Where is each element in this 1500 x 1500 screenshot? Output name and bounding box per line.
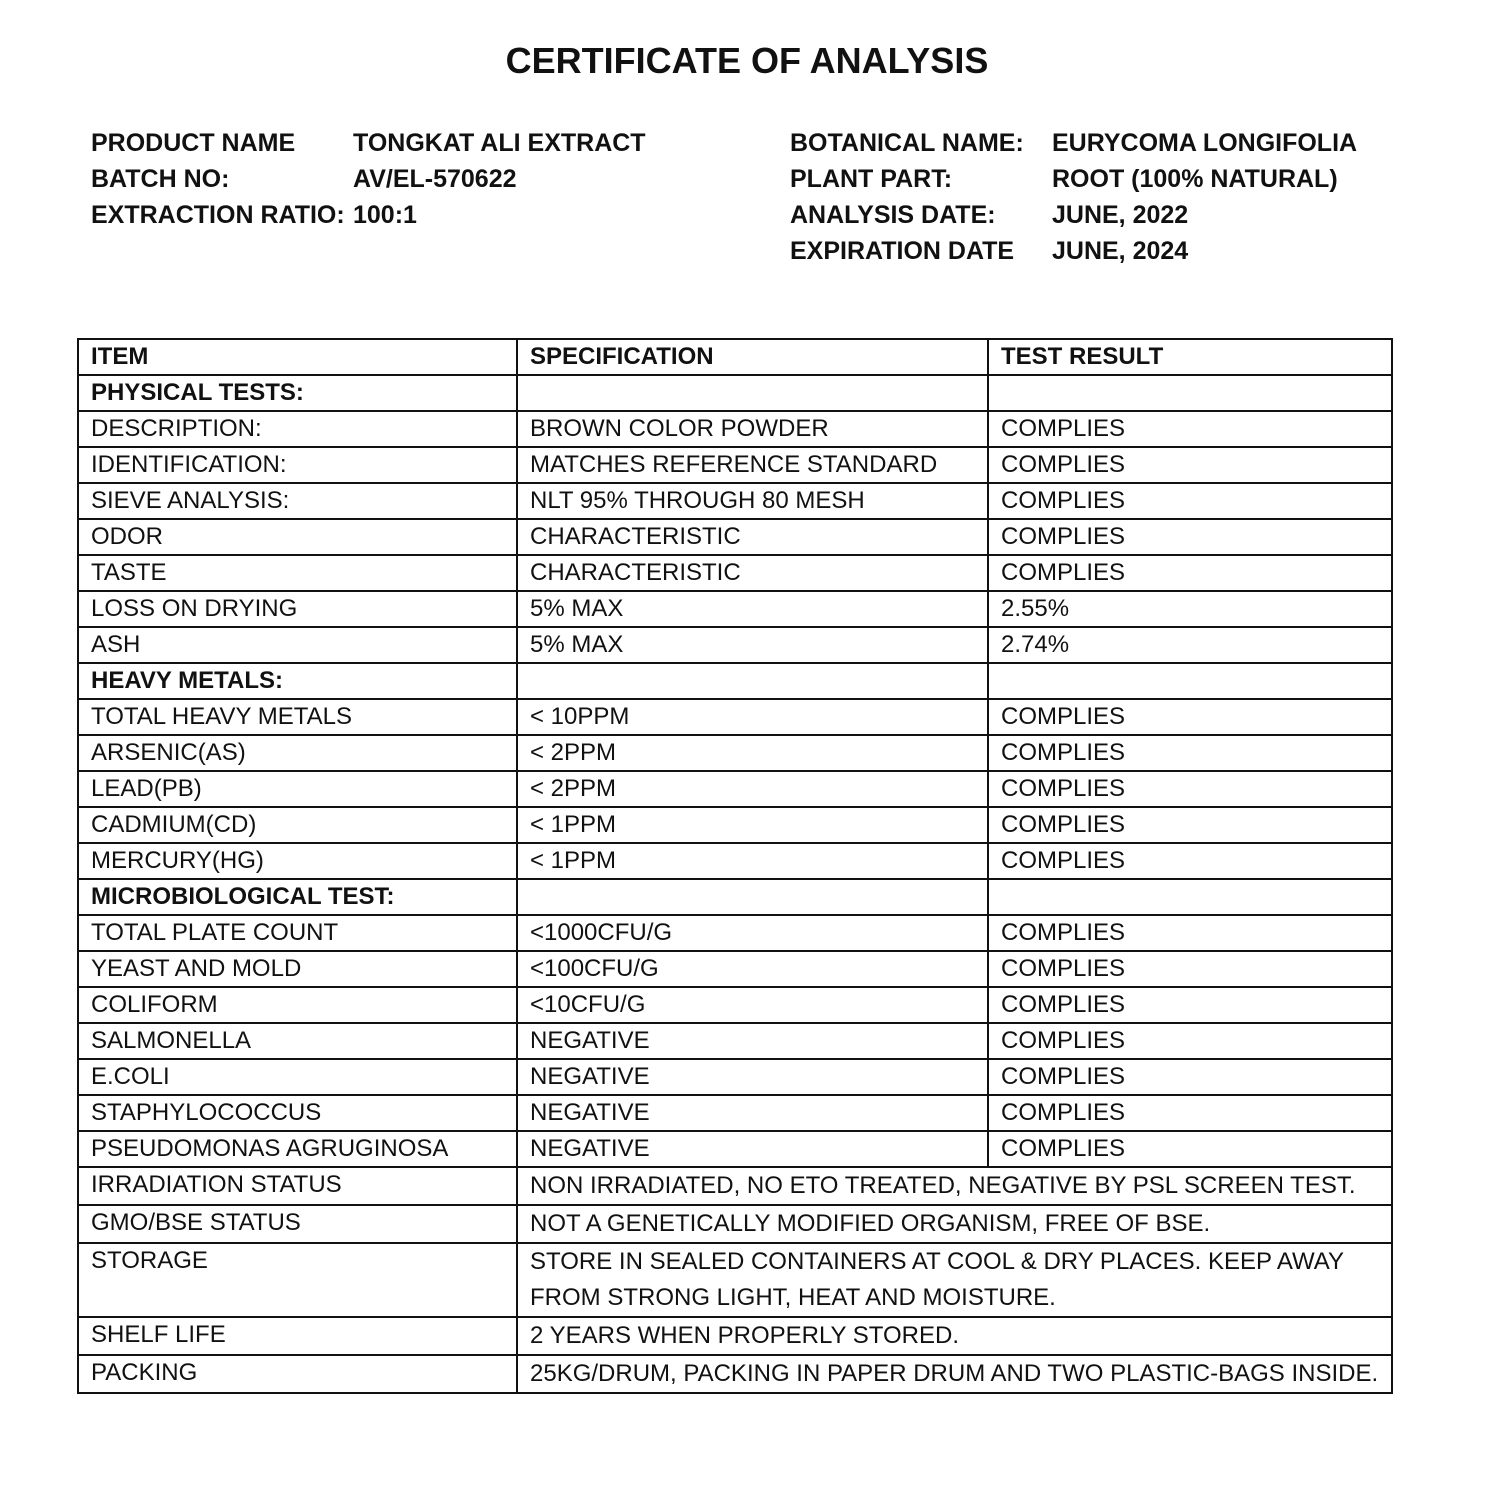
table-row xyxy=(78,1059,1392,1095)
table-row xyxy=(78,1095,1392,1131)
table-row xyxy=(78,411,1392,447)
product-info-left xyxy=(91,125,646,233)
table-row xyxy=(78,519,1392,555)
item-cell: PSEUDOMONAS AGRUGINOSA xyxy=(78,1131,517,1167)
item-cell: SALMONELLA xyxy=(78,1023,517,1059)
test-result-cell: COMPLIES xyxy=(988,699,1392,735)
table-row xyxy=(78,1023,1392,1059)
table-row xyxy=(78,807,1392,843)
meta-key: EXTRACTION RATIO: xyxy=(91,201,345,229)
test-result-cell: COMPLIES xyxy=(988,411,1392,447)
test-result-cell: COMPLIES xyxy=(988,447,1392,483)
item-cell: IRRADIATION STATUS xyxy=(78,1167,517,1205)
table-row xyxy=(78,951,1392,987)
analysis-table xyxy=(77,338,1393,1394)
specification-cell: CHARACTERISTIC xyxy=(517,519,988,555)
specification-cell: < 10PPM xyxy=(517,699,988,735)
meta-value: JUNE, 2024 xyxy=(1052,237,1189,265)
specification-cell: CHARACTERISTIC xyxy=(517,555,988,591)
specification-cell: < 1PPM xyxy=(517,843,988,879)
table-row xyxy=(78,915,1392,951)
test-result-cell: COMPLIES xyxy=(988,519,1392,555)
item-cell: STORAGE xyxy=(78,1243,517,1317)
section-row xyxy=(78,663,1392,699)
test-result-cell: 2.74% xyxy=(988,627,1392,663)
header-specification: SPECIFICATION xyxy=(517,339,988,375)
specification-cell: NEGATIVE xyxy=(517,1131,988,1167)
item-cell: IDENTIFICATION: xyxy=(78,447,517,483)
meta-value: EURYCOMA LONGIFOLIA xyxy=(1052,129,1358,157)
empty-cell xyxy=(517,663,988,699)
specification-cell: NEGATIVE xyxy=(517,1059,988,1095)
specification-cell: BROWN COLOR POWDER xyxy=(517,411,988,447)
meta-row-product-name xyxy=(91,125,646,161)
item-cell: ODOR xyxy=(78,519,517,555)
specification-cell: NEGATIVE xyxy=(517,1023,988,1059)
section-row xyxy=(78,879,1392,915)
item-cell: LOSS ON DRYING xyxy=(78,591,517,627)
specification-cell: NEGATIVE xyxy=(517,1095,988,1131)
item-cell: CADMIUM(CD) xyxy=(78,807,517,843)
table-row xyxy=(78,771,1392,807)
test-result-cell: 2.55% xyxy=(988,591,1392,627)
test-result-cell: COMPLIES xyxy=(988,483,1392,519)
table-row xyxy=(78,843,1392,879)
item-cell: GMO/BSE STATUS xyxy=(78,1205,517,1243)
specification-cell: 2 YEARS WHEN PROPERLY STORED. xyxy=(517,1317,1392,1355)
table-row xyxy=(78,987,1392,1023)
test-result-cell: COMPLIES xyxy=(988,1059,1392,1095)
table-header-row xyxy=(78,339,1392,375)
section-title: HEAVY METALS: xyxy=(78,663,517,699)
item-cell: ASH xyxy=(78,627,517,663)
product-info-right xyxy=(790,125,1357,269)
meta-value: 100:1 xyxy=(353,201,417,229)
header-test-result: TEST RESULT xyxy=(988,339,1392,375)
specification-cell: 5% MAX xyxy=(517,627,988,663)
table-row xyxy=(78,1243,1392,1317)
meta-key: PLANT PART: xyxy=(790,165,953,193)
document-title: CERTIFICATE OF ANALYSIS xyxy=(505,40,989,81)
table-row xyxy=(78,1317,1392,1355)
item-cell: STAPHYLOCOCCUS xyxy=(78,1095,517,1131)
table-row xyxy=(78,735,1392,771)
table-row xyxy=(78,1355,1392,1393)
meta-row-extraction-ratio xyxy=(91,197,646,233)
item-cell: YEAST AND MOLD xyxy=(78,951,517,987)
meta-row-botanical-name xyxy=(790,125,1357,161)
meta-row-plant-part xyxy=(790,161,1357,197)
test-result-cell: COMPLIES xyxy=(988,1131,1392,1167)
item-cell: TOTAL HEAVY METALS xyxy=(78,699,517,735)
meta-row-analysis-date xyxy=(790,197,1357,233)
test-result-cell: COMPLIES xyxy=(988,843,1392,879)
empty-cell xyxy=(988,879,1392,915)
specification-cell: < 1PPM xyxy=(517,807,988,843)
empty-cell xyxy=(517,879,988,915)
meta-value: JUNE, 2022 xyxy=(1052,201,1189,229)
meta-value: AV/EL-570622 xyxy=(353,165,517,193)
meta-row-batch-no xyxy=(91,161,646,197)
test-result-cell: COMPLIES xyxy=(988,915,1392,951)
item-cell: TOTAL PLATE COUNT xyxy=(78,915,517,951)
empty-cell xyxy=(988,375,1392,411)
item-cell: MERCURY(HG) xyxy=(78,843,517,879)
meta-key: ANALYSIS DATE: xyxy=(790,201,996,229)
item-cell: DESCRIPTION: xyxy=(78,411,517,447)
item-cell: SIEVE ANALYSIS: xyxy=(78,483,517,519)
empty-cell xyxy=(988,663,1392,699)
meta-key: EXPIRATION DATE xyxy=(790,237,1015,265)
specification-cell: MATCHES REFERENCE STANDARD xyxy=(517,447,988,483)
specification-cell: <1000CFU/G xyxy=(517,915,988,951)
meta-row-expiration-date xyxy=(790,233,1357,269)
test-result-cell: COMPLIES xyxy=(988,987,1392,1023)
meta-key: BATCH NO: xyxy=(91,165,230,193)
item-cell: E.COLI xyxy=(78,1059,517,1095)
specification-cell: STORE IN SEALED CONTAINERS AT COOL & DRY PLACES. KEEP AWAY FROM STRONG LIGHT, HEAT AND MOISTURE. xyxy=(517,1243,1392,1317)
table-row xyxy=(78,1131,1392,1167)
meta-value: ROOT (100% NATURAL) xyxy=(1052,165,1338,193)
test-result-cell: COMPLIES xyxy=(988,735,1392,771)
specification-cell: 5% MAX xyxy=(517,591,988,627)
specification-cell: < 2PPM xyxy=(517,771,988,807)
table-row xyxy=(78,447,1392,483)
specification-cell: <10CFU/G xyxy=(517,987,988,1023)
item-cell: TASTE xyxy=(78,555,517,591)
specification-cell: 25KG/DRUM, PACKING IN PAPER DRUM AND TWO PLASTIC-BAGS INSIDE. xyxy=(517,1355,1392,1393)
item-cell: COLIFORM xyxy=(78,987,517,1023)
test-result-cell: COMPLIES xyxy=(988,807,1392,843)
item-cell: LEAD(PB) xyxy=(78,771,517,807)
section-title: MICROBIOLOGICAL TEST: xyxy=(78,879,517,915)
section-title: PHYSICAL TESTS: xyxy=(78,375,517,411)
specification-cell: NLT 95% THROUGH 80 MESH xyxy=(517,483,988,519)
empty-cell xyxy=(517,375,988,411)
item-cell: SHELF LIFE xyxy=(78,1317,517,1355)
test-result-cell: COMPLIES xyxy=(988,771,1392,807)
table-row xyxy=(78,555,1392,591)
specification-cell: NOT A GENETICALLY MODIFIED ORGANISM, FREE OF BSE. xyxy=(517,1205,1392,1243)
table-row xyxy=(78,1205,1392,1243)
section-row xyxy=(78,375,1392,411)
test-result-cell: COMPLIES xyxy=(988,555,1392,591)
item-cell: ARSENIC(AS) xyxy=(78,735,517,771)
item-cell: PACKING xyxy=(78,1355,517,1393)
specification-cell: < 2PPM xyxy=(517,735,988,771)
table-row xyxy=(78,699,1392,735)
table-row xyxy=(78,591,1392,627)
test-result-cell: COMPLIES xyxy=(988,951,1392,987)
table-row xyxy=(78,1167,1392,1205)
analysis-table-body xyxy=(78,339,1392,1393)
table-row xyxy=(78,627,1392,663)
test-result-cell: COMPLIES xyxy=(988,1023,1392,1059)
meta-key: PRODUCT NAME xyxy=(91,129,296,157)
table-row xyxy=(78,483,1392,519)
specification-cell: NON IRRADIATED, NO ETO TREATED, NEGATIVE BY PSL SCREEN TEST. xyxy=(517,1167,1392,1205)
header-item: ITEM xyxy=(78,339,517,375)
meta-value: TONGKAT ALI EXTRACT xyxy=(353,129,646,157)
test-result-cell: COMPLIES xyxy=(988,1095,1392,1131)
specification-cell: <100CFU/G xyxy=(517,951,988,987)
meta-key: BOTANICAL NAME: xyxy=(790,129,1024,157)
